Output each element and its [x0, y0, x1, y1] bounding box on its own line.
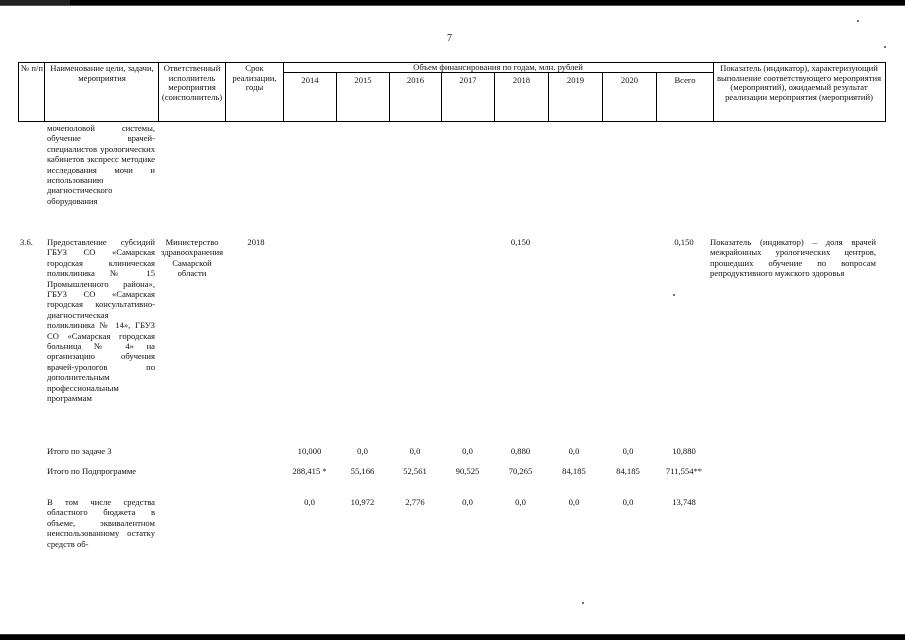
total-value: 70,265 — [508, 466, 533, 476]
column-divider — [225, 63, 226, 121]
total-value: 711,554** — [665, 466, 703, 476]
header-name: Наименование цели, задачи, мероприятия — [50, 63, 154, 83]
year-header: 2014 — [301, 75, 319, 85]
year-header: 2018 — [512, 75, 531, 85]
row-indicator: Показатель (индикатор) – доля врачей межрайонных урологических центров, прошедших обучение по вопросам репродуктивного мужского здоровья — [710, 237, 876, 279]
total-value: 52,561 — [403, 466, 427, 476]
total-value: 84,185 — [562, 466, 586, 476]
scan-bottom-edge — [0, 631, 905, 640]
total-value: 0,0 — [622, 446, 634, 456]
table-header — [18, 62, 886, 122]
scan-speck — [582, 602, 584, 604]
row-number: 3.6. — [20, 237, 33, 247]
total-value: 288,415 * — [292, 466, 327, 476]
total-value: 0,0 — [568, 497, 580, 507]
total-value: 55,166 — [350, 466, 375, 476]
scan-speck — [884, 46, 886, 48]
total-value: 13,748 — [672, 497, 696, 507]
row-responsible: Министерство здравоохранения Самарской области — [160, 237, 224, 279]
row-term: 2018 — [247, 237, 265, 247]
row-value-2018: 0,150 — [510, 237, 531, 247]
header-indicator: Показатель (индикатор), характеризующий выполнение соответствующего мероприятия (мероприятий), ожидаемый результат реализации мероприятия (мероприятий) — [716, 63, 882, 102]
year-header: 2020 — [620, 75, 639, 85]
total-value: 0,0 — [568, 446, 580, 456]
year-header: 2017 — [459, 75, 477, 85]
total-label: Итого по Подпрограмме — [47, 466, 137, 476]
year-header: Всего — [674, 75, 696, 85]
total-value: 10,880 — [672, 446, 696, 456]
total-value: 90,525 — [455, 466, 480, 476]
total-value: 2,776 — [405, 497, 425, 507]
total-value: 0,0 — [304, 497, 315, 507]
total-value: 10,000 — [297, 446, 322, 456]
total-label: Итого по задаче 3 — [47, 446, 112, 456]
column-divider — [44, 63, 45, 121]
row-value-total: 0,150 — [674, 237, 694, 247]
year-header: 2015 — [354, 75, 372, 85]
continuation-text: мочеполовой системы, обучение врачей-специалистов урологических кабинетов экспресс методике исследования мочи и использованию диагностического оборудования — [47, 123, 155, 206]
column-divider — [713, 63, 714, 121]
scan-top-edge — [0, 0, 905, 9]
header-num: № п/п — [21, 63, 43, 73]
total-value: 84,185 — [616, 466, 640, 476]
page-number: 7 — [447, 33, 452, 44]
total-value: 0,0 — [462, 497, 473, 507]
column-divider — [158, 63, 159, 121]
year-header: 2019 — [566, 75, 585, 85]
total-value: 0,0 — [462, 446, 473, 456]
row-name: Предоставление субсидий ГБУЗ СО «Самарская городская клиническая поликлиника № 15 Промышленного района», ГБУЗ СО «Самарская городская консультативно-диагностическая поликлиника № 14», ГБУЗ СО «Самарская городская больница № 4» на организацию обучения врачей-урологов по дополнительным профессиональным программам — [47, 237, 155, 404]
header-term: Срок реализации, годы — [232, 63, 277, 92]
total-label: В том числе средства областного бюджета в объеме, эквивалентном неиспользованному остатку средств об- — [47, 497, 155, 549]
total-value: 0,0 — [622, 497, 634, 507]
scan-speck — [857, 20, 859, 22]
header-funding: Объем финансирования по годам, млн. рублей — [413, 62, 583, 72]
header-responsible: Ответственный исполнитель мероприятия (соисполнитель) — [161, 63, 223, 102]
year-header: 2016 — [406, 75, 425, 85]
total-value: 0,0 — [357, 446, 368, 456]
total-value: 0,880 — [510, 446, 531, 456]
total-value: 10,972 — [350, 497, 375, 507]
total-value: 0,0 — [515, 497, 526, 507]
scan-speck — [673, 294, 675, 296]
total-value: 0,0 — [409, 446, 421, 456]
